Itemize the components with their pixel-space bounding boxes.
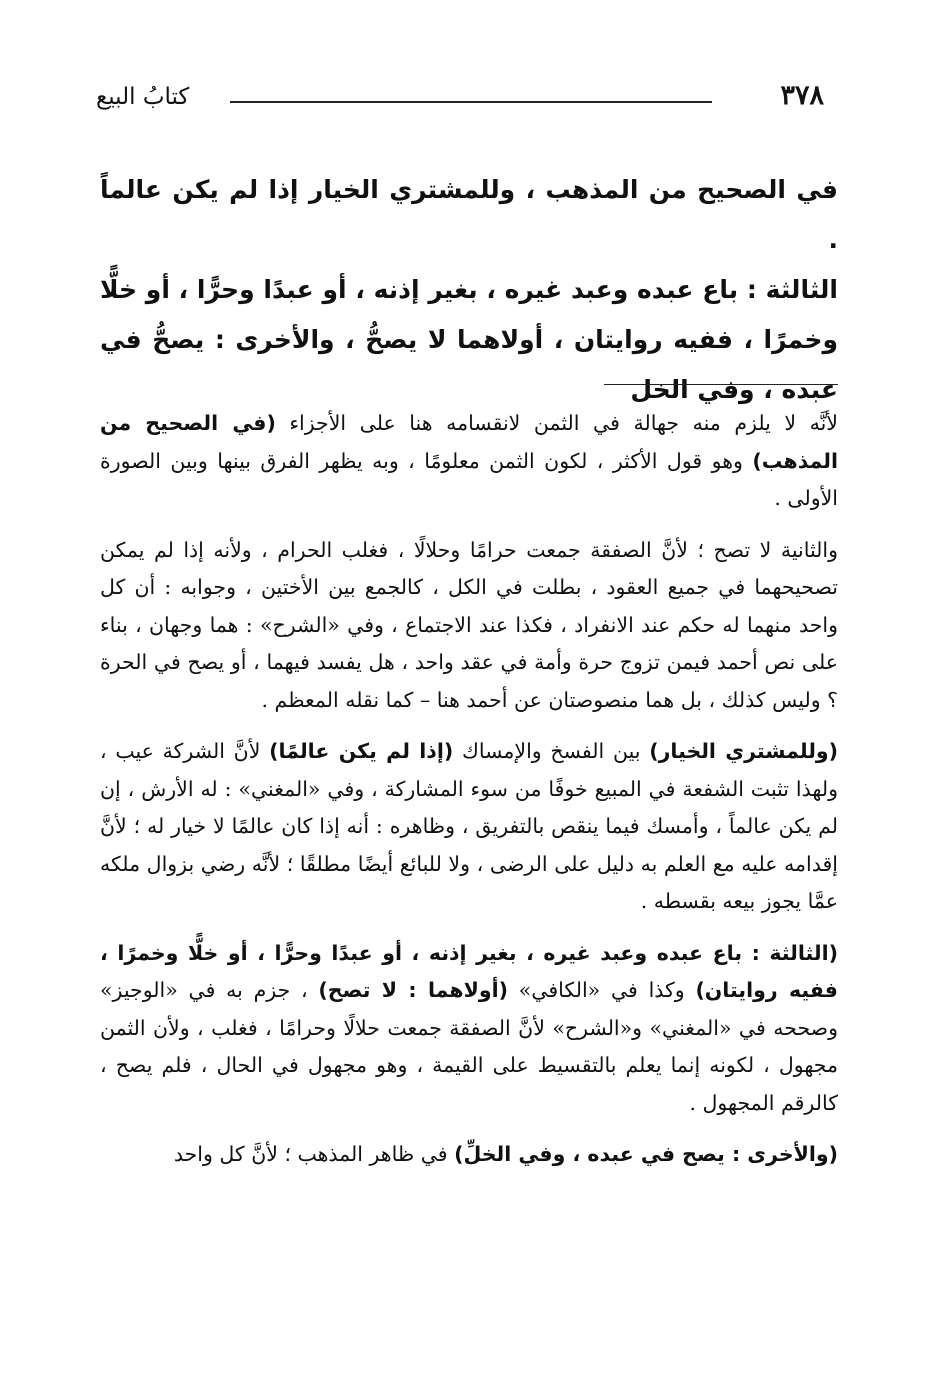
commentary-text: لأنَّ الشركة عيب ، ولهذا تثبت الشفعة في المبيع خوفًا من سوء المشاركة ، وفي «المغني» : له الأرش ، إن لم يكن عالماً ، وأمسك فيما ينقص بالتفريق ، وظاهره : أنه إذا كان عالمًا لا خيار له ؛ لأنَّ إقدامه عليه مع العلم به دليل على الرضى ، ولا للبائع أيضًا مطلقًا ؛ لأنَّه رضي بزوال ملكه عمَّا يجوز بيعه بقسطه . [100,739,838,913]
commentary-text: بين الفسخ والإمساك [453,739,650,763]
quoted-text: (وللمشتري الخيار) [649,739,839,763]
commentary-paragraph-4 [100,935,838,1123]
commentary-text: لأنَّه لا يلزم منه جهالة في الثمن لانقسامه هنا على الأجزاء [275,411,838,435]
commentary [100,405,838,1188]
commentary-paragraph-3 [100,733,838,921]
quoted-text: (أولاهما : لا تصح) [318,978,508,1002]
commentary-text: وكذا في «الكافي» [508,978,696,1002]
quoted-text: (والأخرى : يصح في عبده ، وفي الخلِّ) [454,1142,838,1166]
main-paragraph-2: الثالثة : باع عبده وعبد غيره ، بغير إذنه ، أو عبدًا وحرًّا ، أو خلًّا وخمرًا ، ففيه روايتان ، أولاهما لا يصحُّ ، والأخرى : يصحُّ في عبده ، وفي الخل [100,275,838,404]
quoted-text: (في الصحيح من المذهب) [100,411,838,473]
commentary-text: ، جزم به في «الوجيز» وصححه في «المغني» و«الشرح» لأنَّ الصفقة جمعت حلالًا وحرامًا ، فغلب ، ولأن الثمن مجهول ، لكونه إنما يعلم بالتقسيط على القيمة ، وهو مجهول في الحال ، فلم يصح ، كالرقم المجهول . [100,978,838,1115]
commentary-paragraph-1 [100,405,838,518]
commentary-text: وهو قول الأكثر ، لكون الثمن معلومًا ، وبه يظهر الفرق بينها وبين الصورة الأولى . [100,448,838,510]
header-rule [230,101,712,103]
quoted-text: (الثالثة : باع عبده وعبد غيره ، بغير إذنه ، أو عبدًا وحرًّا ، أو خلًّا وخمرًا ، ففيه روايتان) [100,940,838,1002]
page-number: ٣٧٨ [780,80,824,111]
page-header [96,80,824,124]
footnote-rule [604,384,838,385]
quoted-text: (إذا لم يكن عالمًا) [269,739,454,763]
commentary-text: في ظاهر المذهب ؛ لأنَّ كل واحد [173,1142,455,1166]
commentary-paragraph-2: والثانية لا تصح ؛ لأنَّ الصفقة جمعت حرامًا وحلالًا ، فغلب الحرام ، ولأنه إذا لم يمكن تصحيحهما في جميع العقود ، بطلت في الكل ، كالجمع بين الأختين ، وجوابه : أن كل واحد منهما له حكم عند الانفراد ، فكذا عند الاجتماع ، وفي «الشرح» : هما وجهان ، بناء على نص أحمد فيمن تزوج حرة وأمة في عقد واحد ، هل يفسد فيهما ، أو يصح في الحرة ؟ وليس كذلك ، بل هما منصوصتان عن أحمد هنا – كما نقله المعظم . [100,537,838,712]
main-line-1: في الصحيح من المذهب ، وللمشتري الخيار إذا لم يكن عالماً . [100,175,838,254]
main-text [100,165,838,415]
commentary-paragraph-5 [100,1136,838,1174]
book-title: كتابُ البيع [96,84,190,110]
